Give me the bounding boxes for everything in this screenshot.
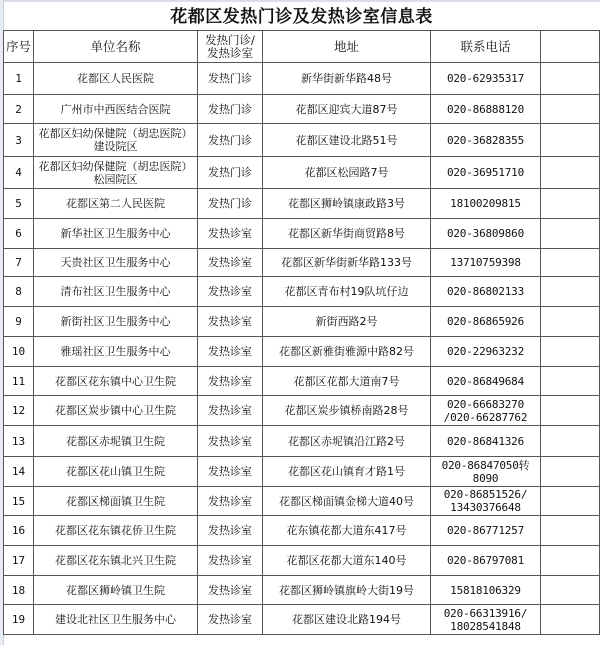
cell-clinic-type[interactable]: 发热诊室 [198,307,263,337]
header-unit-name[interactable]: 单位名称 [34,31,198,63]
cell-unit-name[interactable]: 建设北社区卫生服务中心 [34,605,198,635]
cell-clinic-type[interactable]: 发热诊室 [198,337,263,367]
cell-phone[interactable]: 020-66313916/ 18028541848 [431,605,541,635]
cell-empty[interactable] [541,487,600,516]
cell-clinic-type[interactable]: 发热门诊 [198,124,263,157]
table-row [4,367,600,396]
cell-clinic-type[interactable]: 发热诊室 [198,426,263,457]
cell-phone[interactable]: 020-86841326 [431,426,541,457]
cell-clinic-type[interactable]: 发热诊室 [198,249,263,277]
cell-address[interactable]: 花都区建设北路51号 [263,124,431,157]
cell-address[interactable]: 花都区新华街商贸路8号 [263,219,431,249]
cell-empty[interactable] [541,337,600,367]
cell-empty[interactable] [541,605,600,635]
table-row [4,605,600,635]
cell-unit-name[interactable]: 新街社区卫生服务中心 [34,307,198,337]
cell-phone[interactable]: 020-36809860 [431,219,541,249]
header-address[interactable]: 地址 [263,31,431,63]
cell-address[interactable]: 花都区狮岭镇旗岭大街19号 [263,576,431,605]
cell-address[interactable]: 花都区建设北路194号 [263,605,431,635]
cell-serial-number[interactable]: 2 [4,95,34,124]
cell-address[interactable]: 花都区梯面镇金梯大道40号 [263,487,431,516]
cell-empty[interactable] [541,124,600,157]
cell-phone[interactable]: 020-86888120 [431,95,541,124]
cell-phone[interactable]: 13710759398 [431,249,541,277]
cell-address[interactable]: 花都区狮岭镇康政路3号 [263,189,431,219]
cell-address[interactable]: 花东镇花都大道东417号 [263,516,431,546]
cell-unit-name[interactable]: 雅瑶社区卫生服务中心 [34,337,198,367]
cell-clinic-type[interactable]: 发热门诊 [198,63,263,95]
cell-serial-number[interactable]: 9 [4,307,34,337]
cell-unit-name[interactable]: 花都区花东镇北兴卫生院 [34,546,198,576]
cell-phone[interactable]: 020-86797081 [431,546,541,576]
table-row [4,307,600,337]
cell-address[interactable]: 新华街新华路48号 [263,63,431,95]
cell-serial-number[interactable]: 3 [4,124,34,157]
cell-serial-number[interactable]: 13 [4,426,34,457]
cell-phone[interactable]: 15818106329 [431,576,541,605]
cell-address[interactable]: 花都区新雅街雅源中路82号 [263,337,431,367]
table-row [4,189,600,219]
cell-clinic-type[interactable]: 发热门诊 [198,157,263,189]
cell-clinic-type[interactable]: 发热诊室 [198,457,263,487]
cell-unit-name[interactable]: 花都区花东镇花侨卫生院 [34,516,198,546]
cell-unit-name[interactable]: 花都区狮岭镇卫生院 [34,576,198,605]
cell-address[interactable]: 新街西路2号 [263,307,431,337]
cell-unit-name[interactable]: 花都区炭步镇中心卫生院 [34,396,198,426]
table-row [4,487,600,516]
cell-phone[interactable]: 020-86802133 [431,277,541,307]
cell-empty[interactable] [541,516,600,546]
cell-unit-name[interactable]: 天贵社区卫生服务中心 [34,249,198,277]
cell-serial-number[interactable]: 14 [4,457,34,487]
cell-empty[interactable] [541,546,600,576]
cell-unit-name[interactable]: 花都区第二人民医院 [34,189,198,219]
table-row [4,337,600,367]
cell-address[interactable]: 花都区松园路7号 [263,157,431,189]
table-row [4,277,600,307]
cell-address[interactable]: 花都区迎宾大道87号 [263,95,431,124]
cell-clinic-type[interactable]: 发热门诊 [198,189,263,219]
cell-unit-name[interactable]: 清布社区卫生服务中心 [34,277,198,307]
cell-phone[interactable]: 020-36951710 [431,157,541,189]
cell-address[interactable]: 花都区花都大道东140号 [263,546,431,576]
cell-unit-name[interactable]: 广州市中西医结合医院 [34,95,198,124]
cell-clinic-type[interactable]: 发热诊室 [198,277,263,307]
table-row [4,95,600,124]
cell-phone[interactable]: 020-62935317 [431,63,541,95]
table-body [4,63,600,635]
cell-unit-name[interactable]: 新华社区卫生服务中心 [34,219,198,249]
cell-unit-name[interactable]: 花都区赤坭镇卫生院 [34,426,198,457]
header-phone[interactable]: 联系电话 [431,31,541,63]
cell-empty[interactable] [541,307,600,337]
cell-empty[interactable] [541,95,600,124]
cell-phone[interactable]: 020-86847050转8090 [431,457,541,487]
cell-empty[interactable] [541,277,600,307]
cell-clinic-type[interactable]: 发热诊室 [198,219,263,249]
cell-clinic-type[interactable]: 发热诊室 [198,576,263,605]
cell-empty[interactable] [541,189,600,219]
cell-serial-number[interactable]: 4 [4,157,34,189]
header-row [4,31,600,63]
table-row [4,124,600,157]
cell-serial-number[interactable]: 6 [4,219,34,249]
table-title: 花都区发热门诊及发热诊室信息表 [170,7,433,27]
cell-clinic-type[interactable]: 发热门诊 [198,95,263,124]
cell-empty[interactable] [541,219,600,249]
cell-clinic-type[interactable]: 发热诊室 [198,516,263,546]
cell-serial-number[interactable]: 7 [4,249,34,277]
cell-empty[interactable] [541,396,600,426]
cell-unit-name[interactable]: 花都区妇幼保健院（胡忠医院）建设院区 [34,124,198,157]
table-row [4,63,600,95]
header-empty[interactable] [541,31,600,63]
cell-address[interactable]: 花都区青布村19队坑仔边 [263,277,431,307]
cell-serial-number[interactable]: 15 [4,487,34,516]
cell-address[interactable]: 花都区花都大道南7号 [263,367,431,396]
cell-empty[interactable] [541,576,600,605]
cell-unit-name[interactable]: 花都区妇幼保健院（胡忠医院）松园院区 [34,157,198,189]
cell-clinic-type[interactable]: 发热诊室 [198,487,263,516]
header-clinic-type[interactable]: 发热门诊/发热诊室 [198,31,263,63]
table-row [4,157,600,189]
cell-serial-number[interactable]: 16 [4,516,34,546]
fever-clinic-table [3,30,600,635]
cell-unit-name[interactable]: 花都区梯面镇卫生院 [34,487,198,516]
cell-address[interactable]: 花都区炭步镇桥南路28号 [263,396,431,426]
table-row [4,249,600,277]
cell-empty[interactable] [541,426,600,457]
cell-empty[interactable] [541,367,600,396]
table-row [4,457,600,487]
cell-phone[interactable]: 18100209815 [431,189,541,219]
cell-serial-number[interactable]: 10 [4,337,34,367]
cell-address[interactable]: 花都区新华街新华路133号 [263,249,431,277]
cell-serial-number[interactable]: 1 [4,63,34,95]
cell-clinic-type[interactable]: 发热诊室 [198,605,263,635]
cell-phone[interactable]: 020-22963232 [431,337,541,367]
cell-phone[interactable]: 020-86771257 [431,516,541,546]
cell-phone[interactable]: 020-36828355 [431,124,541,157]
cell-phone[interactable]: 020-86865926 [431,307,541,337]
header-serial-number[interactable]: 序号 [4,31,34,63]
cell-empty[interactable] [541,63,600,95]
cell-serial-number[interactable]: 18 [4,576,34,605]
cell-clinic-type[interactable]: 发热诊室 [198,367,263,396]
cell-unit-name[interactable]: 花都区花东镇中心卫生院 [34,367,198,396]
cell-unit-name[interactable]: 花都区人民医院 [34,63,198,95]
cell-serial-number[interactable]: 19 [4,605,34,635]
cell-clinic-type[interactable]: 发热诊室 [198,396,263,426]
cell-serial-number[interactable]: 11 [4,367,34,396]
cell-phone[interactable]: 020-66683270 /020-66287762 [431,396,541,426]
table-row [4,546,600,576]
top-border [0,0,600,2]
cell-unit-name[interactable]: 花都区花山镇卫生院 [34,457,198,487]
cell-serial-number[interactable]: 5 [4,189,34,219]
cell-phone[interactable]: 020-86849684 [431,367,541,396]
cell-phone[interactable]: 020-86851526/ 13430376648 [431,487,541,516]
table-row [4,426,600,457]
table-row [4,516,600,546]
table-row [4,576,600,605]
table-row [4,396,600,426]
cell-address[interactable]: 花都区花山镇育才路1号 [263,457,431,487]
cell-serial-number[interactable]: 8 [4,277,34,307]
table-row [4,219,600,249]
cell-empty[interactable] [541,457,600,487]
cell-empty[interactable] [541,249,600,277]
cell-empty[interactable] [541,157,600,189]
cell-address[interactable]: 花都区赤坭镇沿江路2号 [263,426,431,457]
cell-serial-number[interactable]: 12 [4,396,34,426]
cell-clinic-type[interactable]: 发热诊室 [198,546,263,576]
cell-serial-number[interactable]: 17 [4,546,34,576]
